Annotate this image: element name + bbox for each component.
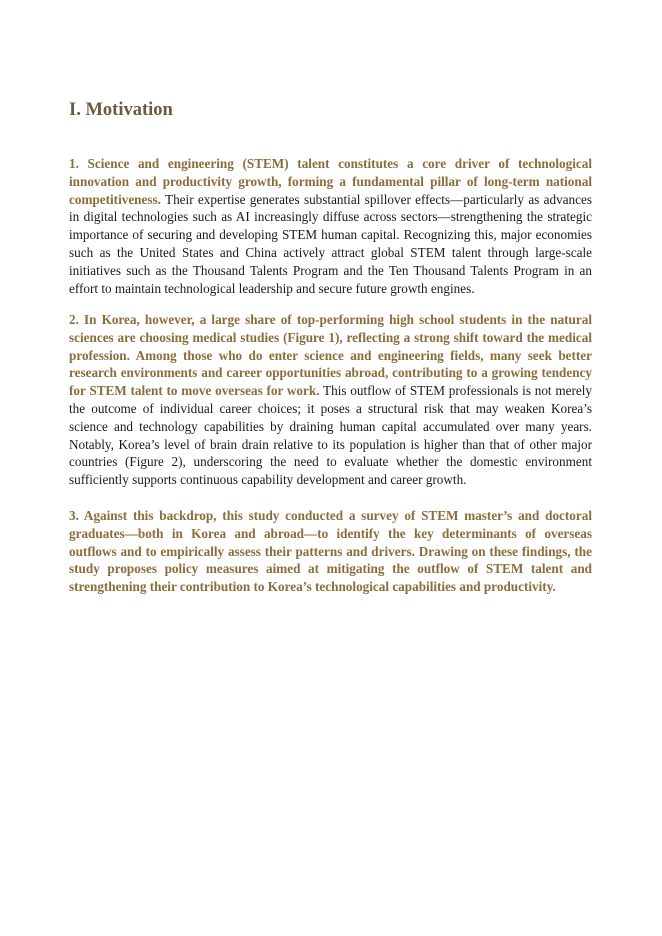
paragraph-2	[69, 311, 592, 489]
paragraph-2-highlight: 2. In Korea, however, a large share of top-performing high school students in the natural sciences are choosing medical studies (Figure 1), reflecting a strong shift toward the medical profession. Among those who do enter science and engineering fields, many seek better research environments and career opportunities abroad, contributing to a growing tendency for STEM talent to move overseas for work.	[69, 312, 592, 399]
paragraph-3-highlight: 3. Against this backdrop, this study conducted a survey of STEM master’s and doctoral graduates—both in Korea and abroad—to identify the key determinants of overseas outflows and to empirically assess their patterns and drivers. Drawing on these findings, the study proposes policy measures aimed at mitigating the outflow of STEM talent and strengthening their contribution to Korea’s technological capabilities and productivity.	[69, 508, 592, 595]
paragraph-1-body: Their expertise generates substantial spillover effects—particularly as advances in digital technologies such as AI increasingly diffuse across sectors—strengthening the strategic importance of securing and developing STEM human capital. Recognizing this, major economies such as the United States and China actively attract global STEM talent through large-scale initiatives such as the Thousand Talents Program and the Ten Thousand Talents Program in an effort to maintain technological leadership and secure future growth engines.	[69, 191, 592, 296]
paragraph-2-body: This outflow of STEM professionals is not merely the outcome of individual career choices; it poses a structural risk that may weaken Korea’s science and technology capabilities by draining human capital accumulated over many years. Notably, Korea’s level of brain drain relative to its population is higher than that of other major countries (Figure 2), underscoring the need to evaluate whether the domestic environment sufficiently supports continuous capability development and career growth.	[69, 383, 592, 488]
paragraph-3	[69, 507, 592, 596]
paragraph-1	[69, 155, 592, 297]
section-title: I. Motivation	[69, 100, 173, 120]
paragraph-1-highlight: 1. Science and engineering (STEM) talent constitutes a core driver of technological innovation and productivity growth, forming a fundamental pillar of long-term national competitiveness.	[69, 156, 592, 207]
